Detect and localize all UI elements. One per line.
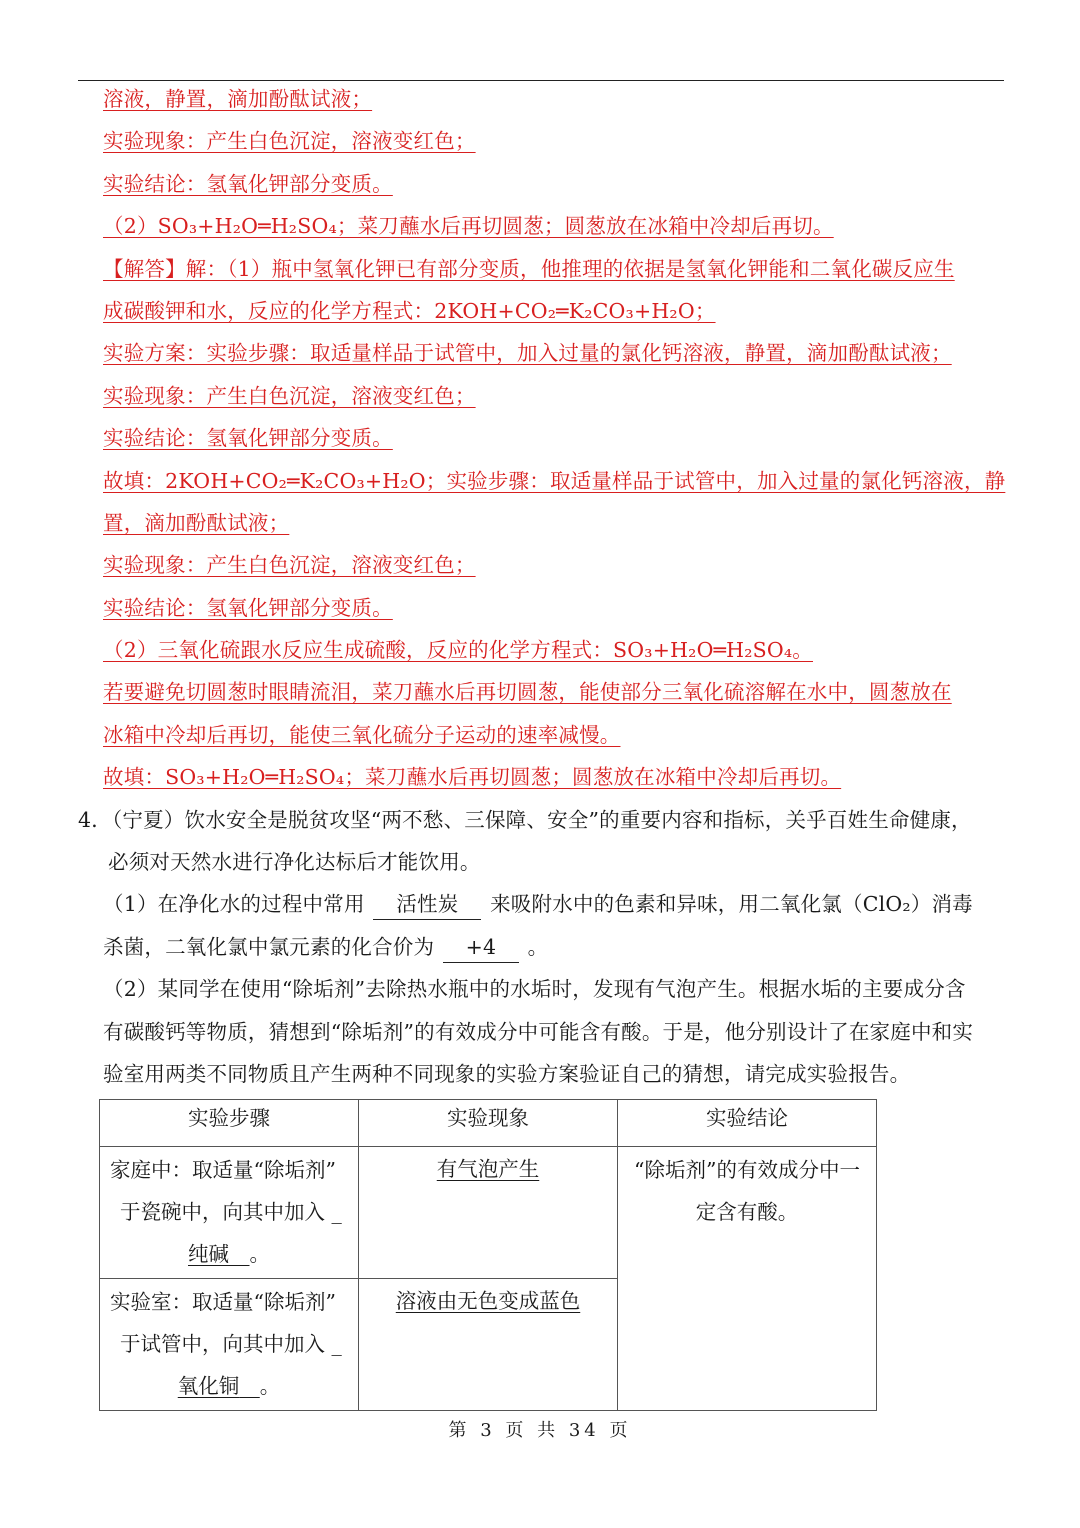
question-4-part1-line-2 bbox=[78, 926, 1008, 968]
answer-line-5: 【解答】解：（1）瓶中氢氧化钾已有部分变质，他推理的依据是氢氧化钾能和二氧化碳反应生 bbox=[103, 256, 955, 281]
header-conclusion: 实验结论 bbox=[618, 1100, 877, 1147]
header-observation: 实验现象 bbox=[359, 1100, 618, 1147]
answer-blank-lab-reagent[interactable]: 氧化铜 bbox=[177, 1374, 240, 1398]
part1-text-c: 杀菌，二氧化氯中氯元素的化合价为 bbox=[103, 934, 435, 959]
answer-line-7: 实验方案：实验步骤：取适量样品于试管中，加入过量的氯化钙溶液，静置，滴加酚酞试液； bbox=[103, 341, 952, 366]
observation-home bbox=[359, 1147, 618, 1279]
answer-line-10: 故填：2KOH+CO₂═K₂CO₃+H₂O；实验步骤：取适量样品于试管中，加入过量的氯化钙溶液，静 bbox=[103, 468, 1006, 493]
answer-line-15: 若要避免切圆葱时眼睛流泪，菜刀蘸水后再切圆葱，能使部分三氧化硫溶解在水中，圆葱放在 bbox=[103, 680, 952, 705]
answer-line-2: 实验现象：产生白色沉淀，溶液变红色； bbox=[103, 129, 476, 154]
answer-line-6: 成碳酸钾和水，反应的化学方程式：2KOH+CO₂═K₂CO₃+H₂O； bbox=[103, 298, 716, 323]
observation-lab bbox=[359, 1279, 618, 1411]
answer-blank-adsorbent[interactable]: 活性炭 bbox=[373, 889, 481, 920]
part1-text-d: 。 bbox=[527, 934, 549, 959]
step-lab: 实验室：取适量“除垢剂” 于试管中，向其中加入 _ 氧化铜 。 bbox=[100, 1279, 359, 1411]
question-4-part2-line-2: 有碳酸钙等物质，猜想到“除垢剂”的有效成分中可能含有酸。于是，他分别设计了在家庭中和实 bbox=[103, 1019, 974, 1044]
page-content bbox=[78, 78, 1008, 1095]
header-steps: 实验步骤 bbox=[100, 1100, 359, 1147]
page-number: 第 3 页 共 34 页 bbox=[448, 1420, 632, 1441]
answer-line-8: 实验现象：产生白色沉淀，溶液变红色； bbox=[103, 383, 476, 408]
table-row bbox=[100, 1147, 877, 1279]
question-4-line-2: 必须对天然水进行净化达标后才能饮用。 bbox=[108, 850, 481, 875]
conclusion-cell: “除垢剂”的有效成分中一 定含有酸。 bbox=[618, 1147, 877, 1411]
answer-line-3: 实验结论：氢氧化钾部分变质。 bbox=[103, 171, 393, 196]
answer-line-9: 实验结论：氢氧化钾部分变质。 bbox=[103, 426, 393, 451]
answer-blank-home-reagent[interactable]: 纯碱 bbox=[188, 1242, 229, 1266]
experiment-report-table bbox=[99, 1099, 877, 1411]
answer-line-4: （2）SO₃+H₂O═H₂SO₄；菜刀蘸水后再切圆葱；圆葱放在冰箱中冷却后再切。 bbox=[103, 214, 834, 239]
question-4-part1-line-1 bbox=[78, 883, 1008, 925]
answer-line-17: 故填：SO₃+H₂O═H₂SO₄；菜刀蘸水后再切圆葱；圆葱放在冰箱中冷却后再切。 bbox=[103, 765, 842, 790]
part1-text-a: （1）在净化水的过程中常用 bbox=[103, 892, 365, 917]
answer-line-12: 实验现象：产生白色沉淀，溶液变红色； bbox=[103, 553, 476, 578]
answer-line-16: 冰箱中冷却后再切，能使三氧化硫分子运动的速率减慢。 bbox=[103, 722, 621, 747]
question-4-part2-line-1: （2）某同学在使用“除垢剂”去除热水瓶中的水垢时，发现有气泡产生。根据水垢的主要成分含 bbox=[103, 977, 966, 1002]
answer-blank-lab-observation[interactable]: 溶液由无色变成蓝色 bbox=[395, 1289, 581, 1313]
answer-blank-home-observation[interactable]: 有气泡产生 bbox=[436, 1157, 540, 1181]
question-4-line-1: 4．（宁夏）饮水安全是脱贫攻坚“两不愁、三保障、安全”的重要内容和指标，关乎百姓生命健康， bbox=[78, 807, 972, 832]
table-header-row bbox=[100, 1100, 877, 1147]
answer-line-11: 置，滴加酚酞试液； bbox=[103, 510, 290, 535]
answer-line-1: 溶液，静置，滴加酚酞试液； bbox=[103, 87, 373, 111]
part1-text-b: 来吸附水中的色素和异味，用二氧化氯（ClO₂）消毒 bbox=[490, 892, 973, 917]
answer-blank-valence[interactable]: +4 bbox=[443, 932, 519, 963]
step-home: 家庭中：取适量“除垢剂” 于瓷碗中，向其中加入 _ 纯碱 。 bbox=[100, 1147, 359, 1279]
question-4-part2-line-3: 验室用两类不同物质且产生两种不同现象的实验方案验证自己的猜想，请完成实验报告。 bbox=[103, 1061, 911, 1086]
answer-line-14: （2）三氧化硫跟水反应生成硫酸，反应的化学方程式：SO₃+H₂O═H₂SO₄。 bbox=[103, 638, 813, 663]
answer-line-13: 实验结论：氢氧化钾部分变质。 bbox=[103, 595, 393, 620]
